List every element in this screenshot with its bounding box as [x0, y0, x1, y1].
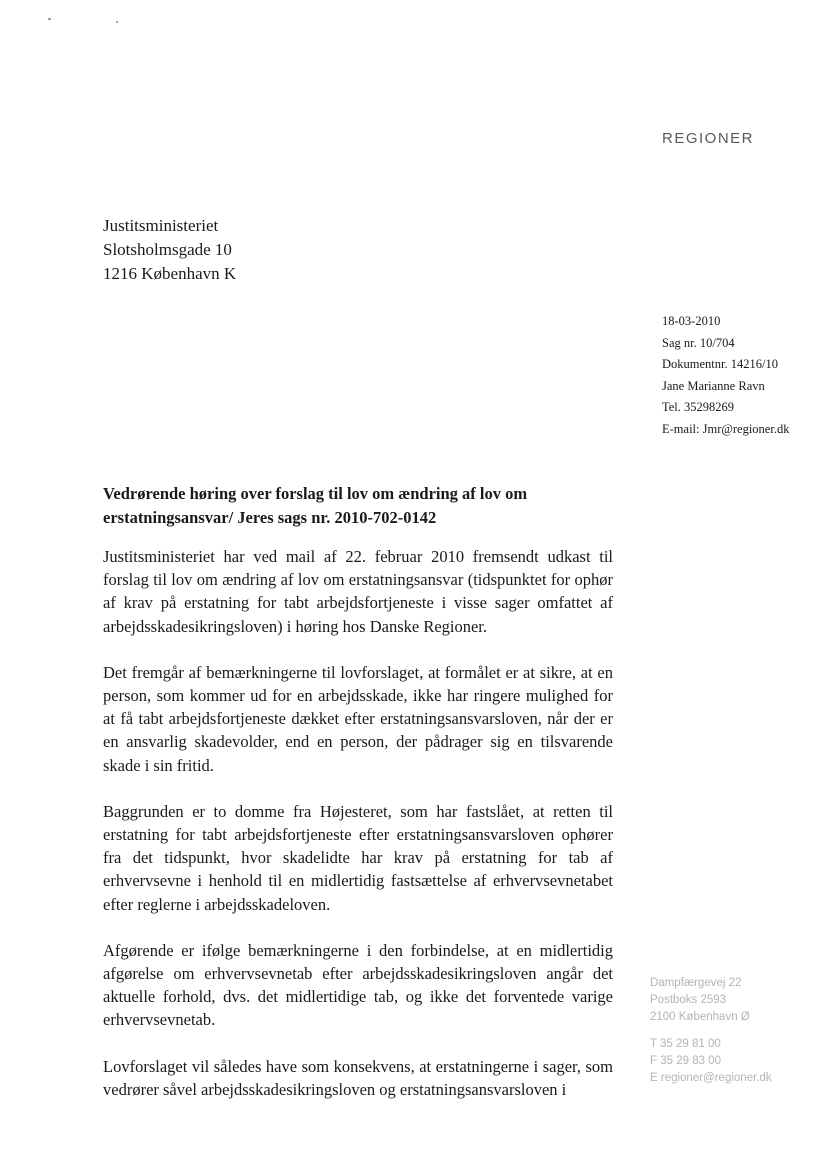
footer-email: E regioner@regioner.dk [650, 1072, 772, 1084]
footer-pobox: Postboks 2593 [650, 994, 727, 1006]
recipient-street: Slotsholmsgade 10 [103, 240, 232, 259]
sender-address-footer [650, 975, 772, 1087]
footer-fax: F 35 29 83 00 [650, 1055, 721, 1067]
scan-speck [116, 21, 118, 23]
meta-date: 18-03-2010 [662, 314, 721, 328]
body-paragraph: Det fremgår af bemærkningerne til lovforslaget, at formålet er at sikre, at en person, som kommer ud for en arbejdsskade, ikke har ringere mulighed for at få tabt arbejdsfortjeneste dækket efter erstatningsansvarsloven, når der er en ansvarlig skadevolder, end en person, der pådrager sig en tilsvarende skade i sin fritid. [103, 662, 613, 775]
body-paragraph: Afgørende er ifølge bemærkningerne i den forbindelse, at en midlertidig afgørelse om erhvervsevnetab efter arbejdsskadesikringsloven angår det aktuelle forhold, dvs. det midlertidige tab, og ikke det forventede varige erhvervsevnetab. [103, 940, 613, 1030]
regioner-logo: REGIONER [662, 130, 755, 147]
meta-phone: Tel. 35298269 [662, 400, 735, 415]
footer-street: Dampfærgevej 22 [650, 977, 742, 989]
footer-phone: T 35 29 81 00 [650, 1038, 721, 1050]
letter-subject: Vedrørende høring over forslag til lov om ændring af lov om erstatningsansvar/ Jeres sags nr. 2010-702-0142 [103, 484, 528, 527]
meta-author: Jane Marianne Ravn [662, 378, 765, 393]
meta-document-number: Dokumentnr. 14216/10 [662, 357, 778, 372]
body-paragraph: Justitsministeriet har ved mail af 22. februar 2010 fremsendt udkast til forslag til lov om ændring af lov om erstatningsansvar (tidspunktet for ophør af krav på erstatning for tabt arbejdsfortjeneste i visse sager omfattet af arbejdsskadesikringsloven) i høring hos Danske Regioner. [103, 547, 613, 636]
meta-case-number: Sag nr. 10/704 [662, 335, 735, 350]
recipient-address [103, 214, 236, 286]
meta-email: E-mail: Jmr@regioner.dk [662, 421, 790, 436]
letter-body [103, 545, 613, 1124]
body-paragraph: Baggrunden er to domme fra Højesteret, som har fastslået, at retten til erstatning for tabt arbejdsfortjeneste efter erstatningsansvarsloven ophører fra det tidspunkt, hvor skadelidte har krav på erstatning for tab af erhvervsevne i henhold til en midlertidig fastsættelse af erhvervsevnetabet efter reglerne i arbejdsskadeloven. [103, 801, 613, 914]
scan-speck [48, 18, 51, 20]
body-paragraph: Lovforslaget vil således have som konsekvens, at erstatningerne i sager, som vedrører såvel arbejdsskadesikringsloven og erstatningsansvarsloven i [103, 1056, 613, 1099]
recipient-city: 1216 København K [103, 264, 237, 283]
document-meta [662, 311, 789, 441]
footer-city: 2100 København Ø [650, 1011, 750, 1023]
recipient-name: Justitsministeriet [103, 216, 219, 235]
